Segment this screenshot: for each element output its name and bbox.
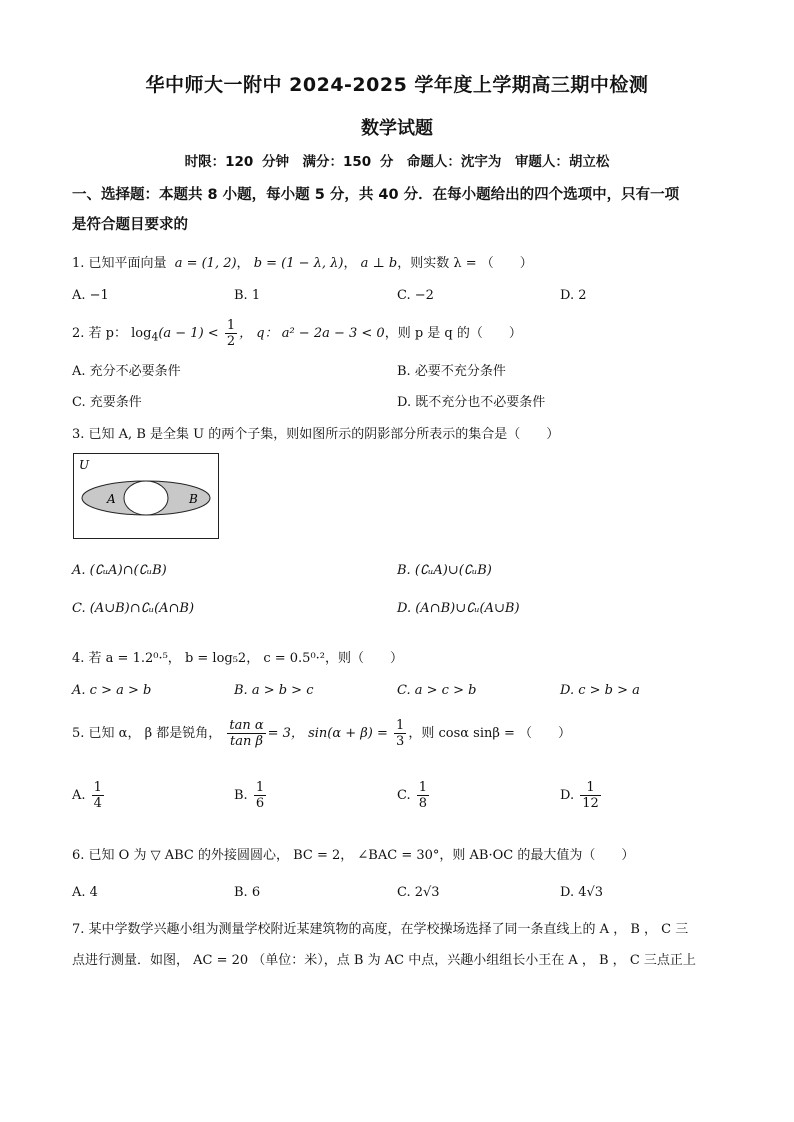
- q5-option-a: [72, 780, 106, 811]
- q1-vec-a: a = (1, 2): [174, 256, 237, 271]
- q2-option-d: D. 既不充分也不必要条件: [397, 395, 546, 410]
- q3-option-d: D. (A∩B)∪∁ᵤ(A∪B): [397, 601, 520, 616]
- q5-option-c-den: 8: [418, 796, 428, 811]
- q5-option-b-den: 6: [255, 796, 265, 811]
- q5-option-d-den: 12: [582, 796, 599, 811]
- q6-option-d: D. 4√3: [560, 885, 604, 900]
- venn-lens: [124, 481, 168, 515]
- q5-option-c-fraction: [417, 780, 429, 811]
- q5-frac1-den: tan β: [230, 734, 263, 749]
- q5-option-c-num: 1: [418, 780, 428, 795]
- q5-mid: = 3， sin(α + β) =: [267, 726, 388, 741]
- q2-suffix: ，则 p 是 q 的（ ）: [384, 326, 522, 341]
- q1-option-b: B. 1: [234, 288, 261, 303]
- exam-subtitle: 数学试题: [361, 118, 433, 139]
- venn-label-b: B: [189, 492, 198, 506]
- venn-label-u: U: [79, 458, 90, 472]
- venn-label-a: A: [107, 492, 116, 506]
- q2-log-sub: 4: [151, 330, 159, 344]
- q2-log-arg: (a − 1) <: [158, 326, 219, 341]
- q5-frac2-den: 3: [396, 734, 405, 749]
- q5-option-b-label: B.: [234, 788, 248, 803]
- venn-diagram: [73, 453, 219, 539]
- q5-option-c-label: C.: [397, 788, 411, 803]
- q1-option-c: C. −2: [397, 288, 434, 303]
- q6-option-b: B. 6: [234, 885, 261, 900]
- q1-suffix: ，则实数 λ = （ ）: [397, 256, 533, 271]
- q5-suffix: ，则 cosα sinβ = （ ）: [408, 726, 572, 741]
- question-3: 3. 已知 A, B 是全集 U 的两个子集，则如图所示的阴影部分所表示的集合是（ ）: [72, 427, 560, 442]
- q5-frac2-num: 1: [396, 718, 405, 733]
- q1-perp: a ⊥ b: [360, 256, 398, 271]
- section-heading-line2: 是符合题目要求的: [72, 217, 188, 233]
- q3-option-a: A. (∁ᵤA)∩(∁ᵤB): [72, 563, 167, 578]
- q5-frac1-num: tan α: [229, 718, 264, 733]
- q5-option-a-num: 1: [93, 780, 102, 795]
- q5-option-d-num: 1: [580, 780, 601, 796]
- q7-line1: 7. 某中学数学兴趣小组为测量学校附近某建筑物的高度，在学校操场选择了同一条直线上的 A ， B ， C 三: [72, 922, 689, 937]
- q5-option-c: [397, 780, 431, 811]
- q5-option-b-fraction: [254, 780, 266, 811]
- q5-prefix: 5. 已知 α， β 都是锐角，: [72, 726, 222, 741]
- q2-prefix: 2. 若 p： log: [72, 326, 152, 341]
- q4-option-a: A. c > a > b: [72, 683, 152, 698]
- q5-option-b-num: 1: [255, 780, 265, 795]
- q6-option-c: C. 2√3: [397, 885, 440, 900]
- q5-option-d: [560, 780, 603, 811]
- q2-option-c: C. 充要条件: [72, 395, 142, 410]
- section-heading-line1: 一、选择题：本题共 8 小题，每小题 5 分，共 40 分．在每小题给出的四个选项中，只有一项: [72, 187, 680, 203]
- exam-meta: 时限：120 分钟 满分：150 分 命题人：沈宇为 审题人：胡立松: [184, 154, 610, 170]
- question-6: 6. 已知 O 为 ▽ ABC 的外接圆圆心， BC = 2， ∠BAC = 30°，则 AB·OC 的最大值为（ ）: [72, 848, 635, 863]
- q7-line2: 点进行测量．如图， AC = 20 （单位：米），点 B 为 AC 中点，兴趣小组组长小王在 A ， B ， C 三点正上: [72, 953, 696, 968]
- q5-option-b: [234, 780, 268, 811]
- q5-fraction-third: [394, 718, 406, 749]
- q4-option-b: B. a > b > c: [234, 683, 314, 698]
- q5-option-a-fraction: [92, 780, 104, 811]
- q1-vec-b: b = (1 − λ, λ): [253, 256, 344, 271]
- q1-prefix: 1. 已知平面向量: [72, 256, 167, 271]
- q2-option-b: B. 必要不充分条件: [397, 364, 506, 379]
- q3-option-b: B. (∁ᵤA)∪(∁ᵤB): [397, 563, 492, 578]
- q5-fraction-tan: [227, 718, 265, 749]
- q5-option-a-den: 4: [93, 796, 102, 811]
- question-4: 4. 若 a = 1.2⁰·⁵， b = log₅2， c = 0.5⁰·²，则（ ）: [72, 651, 404, 666]
- question-7: [72, 914, 737, 976]
- q1-option-a: A. −1: [72, 288, 109, 303]
- q2-q-part: ， q： a² − 2a − 3 < 0: [239, 326, 385, 341]
- q2-option-a: A. 充分不必要条件: [72, 364, 181, 379]
- q6-option-a: A. 4: [72, 885, 98, 900]
- q5-option-a-label: A.: [72, 788, 86, 803]
- section-heading: [72, 180, 732, 240]
- q1-option-d: D. 2: [560, 288, 587, 303]
- q2-frac-den: 2: [226, 334, 236, 349]
- q4-option-c: C. a > c > b: [397, 683, 477, 698]
- question-5: [72, 718, 737, 749]
- q3-option-c: C. (A∪B)∩∁ᵤ(A∩B): [72, 601, 195, 616]
- q5-option-d-label: D.: [560, 788, 575, 803]
- exam-title: 华中师大一附中 2024-2025 学年度上学期高三期中检测: [145, 74, 649, 96]
- q2-frac-num: 1: [226, 318, 236, 333]
- q2-fraction: [225, 318, 237, 349]
- q5-option-d-fraction: [580, 780, 601, 811]
- question-1: 1. 已知平面向量 a = (1, 2)， b = (1 − λ, λ)， a ⊥ b，则实数 λ = （ ）: [72, 256, 533, 271]
- q4-option-d: D. c > b > a: [560, 683, 640, 698]
- question-2: [72, 318, 737, 349]
